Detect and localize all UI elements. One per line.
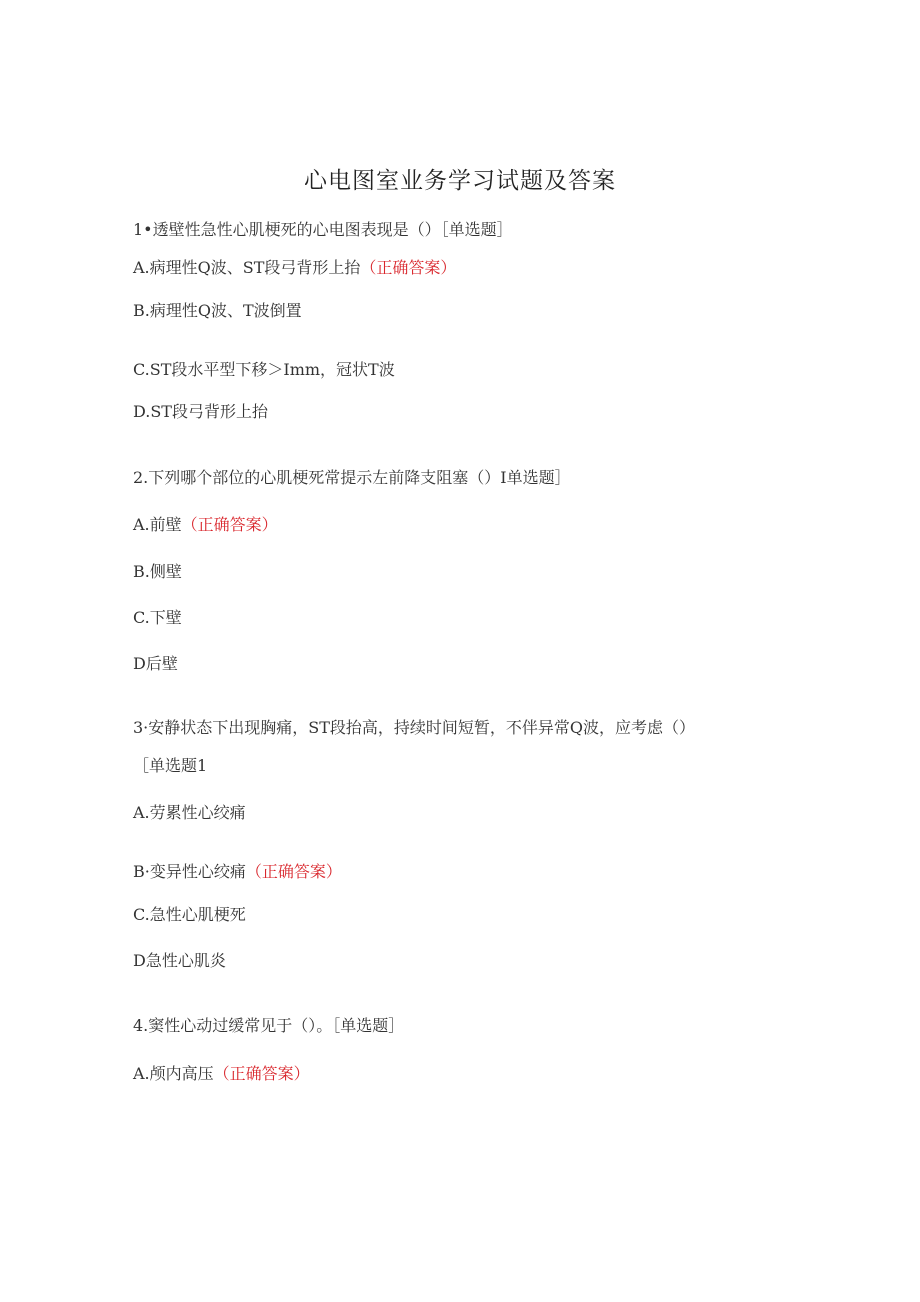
question-4-option-a [133,1064,310,1084]
correct-answer-tag: （正确答案） [181,515,278,534]
correct-answer-tag: （正确答案） [360,258,457,277]
option-text: A.病理性Q波、ST段弓背形上抬 [133,258,361,277]
question-3-option-d: D急性心肌炎 [133,951,226,970]
question-1-option-a [133,258,456,278]
question-2-option-b: B.侧壁 [133,562,182,581]
question-3-stem-cont: ［单选题1 [133,756,208,775]
question-2-option-c: C.下壁 [133,608,182,627]
document-title: 心电图室业务学习试题及答案 [304,168,616,194]
question-1-option-b: B.病理性Q波、T波倒置 [133,301,302,320]
question-1-option-d: D.ST段弓背形上抬 [133,402,268,421]
question-3-option-a: A.劳累性心绞痛 [133,803,246,822]
question-1-stem: 1•透壁性急性心肌梗死的心电图表现是（）［单选题］ [133,220,513,239]
question-3-stem: 3·安静状态下出现胸痛，ST段抬高，持续时间短暂，不伴异常Q波，应考虑（） [133,718,696,737]
correct-answer-tag: （正确答案） [213,1064,310,1083]
question-1-option-c: C.ST段水平型下移＞Imm，冠状T波 [133,360,395,379]
question-2-stem: 2.下列哪个部位的心肌梗死常提示左前降支阻塞（）I单选题］ [133,468,571,487]
correct-answer-tag: （正确答案） [245,862,342,881]
option-text: B·变异性心绞痛 [133,862,246,881]
question-2-option-d: D后壁 [133,654,178,673]
question-4-stem: 4.窦性心动过缓常见于（）。［单选题］ [133,1016,405,1035]
question-2-option-a [133,515,278,535]
option-text: A.颅内高压 [133,1064,214,1083]
option-text: A.前壁 [133,515,182,534]
question-3-option-b [133,862,342,882]
question-3-option-c: C.急性心肌梗死 [133,905,246,924]
